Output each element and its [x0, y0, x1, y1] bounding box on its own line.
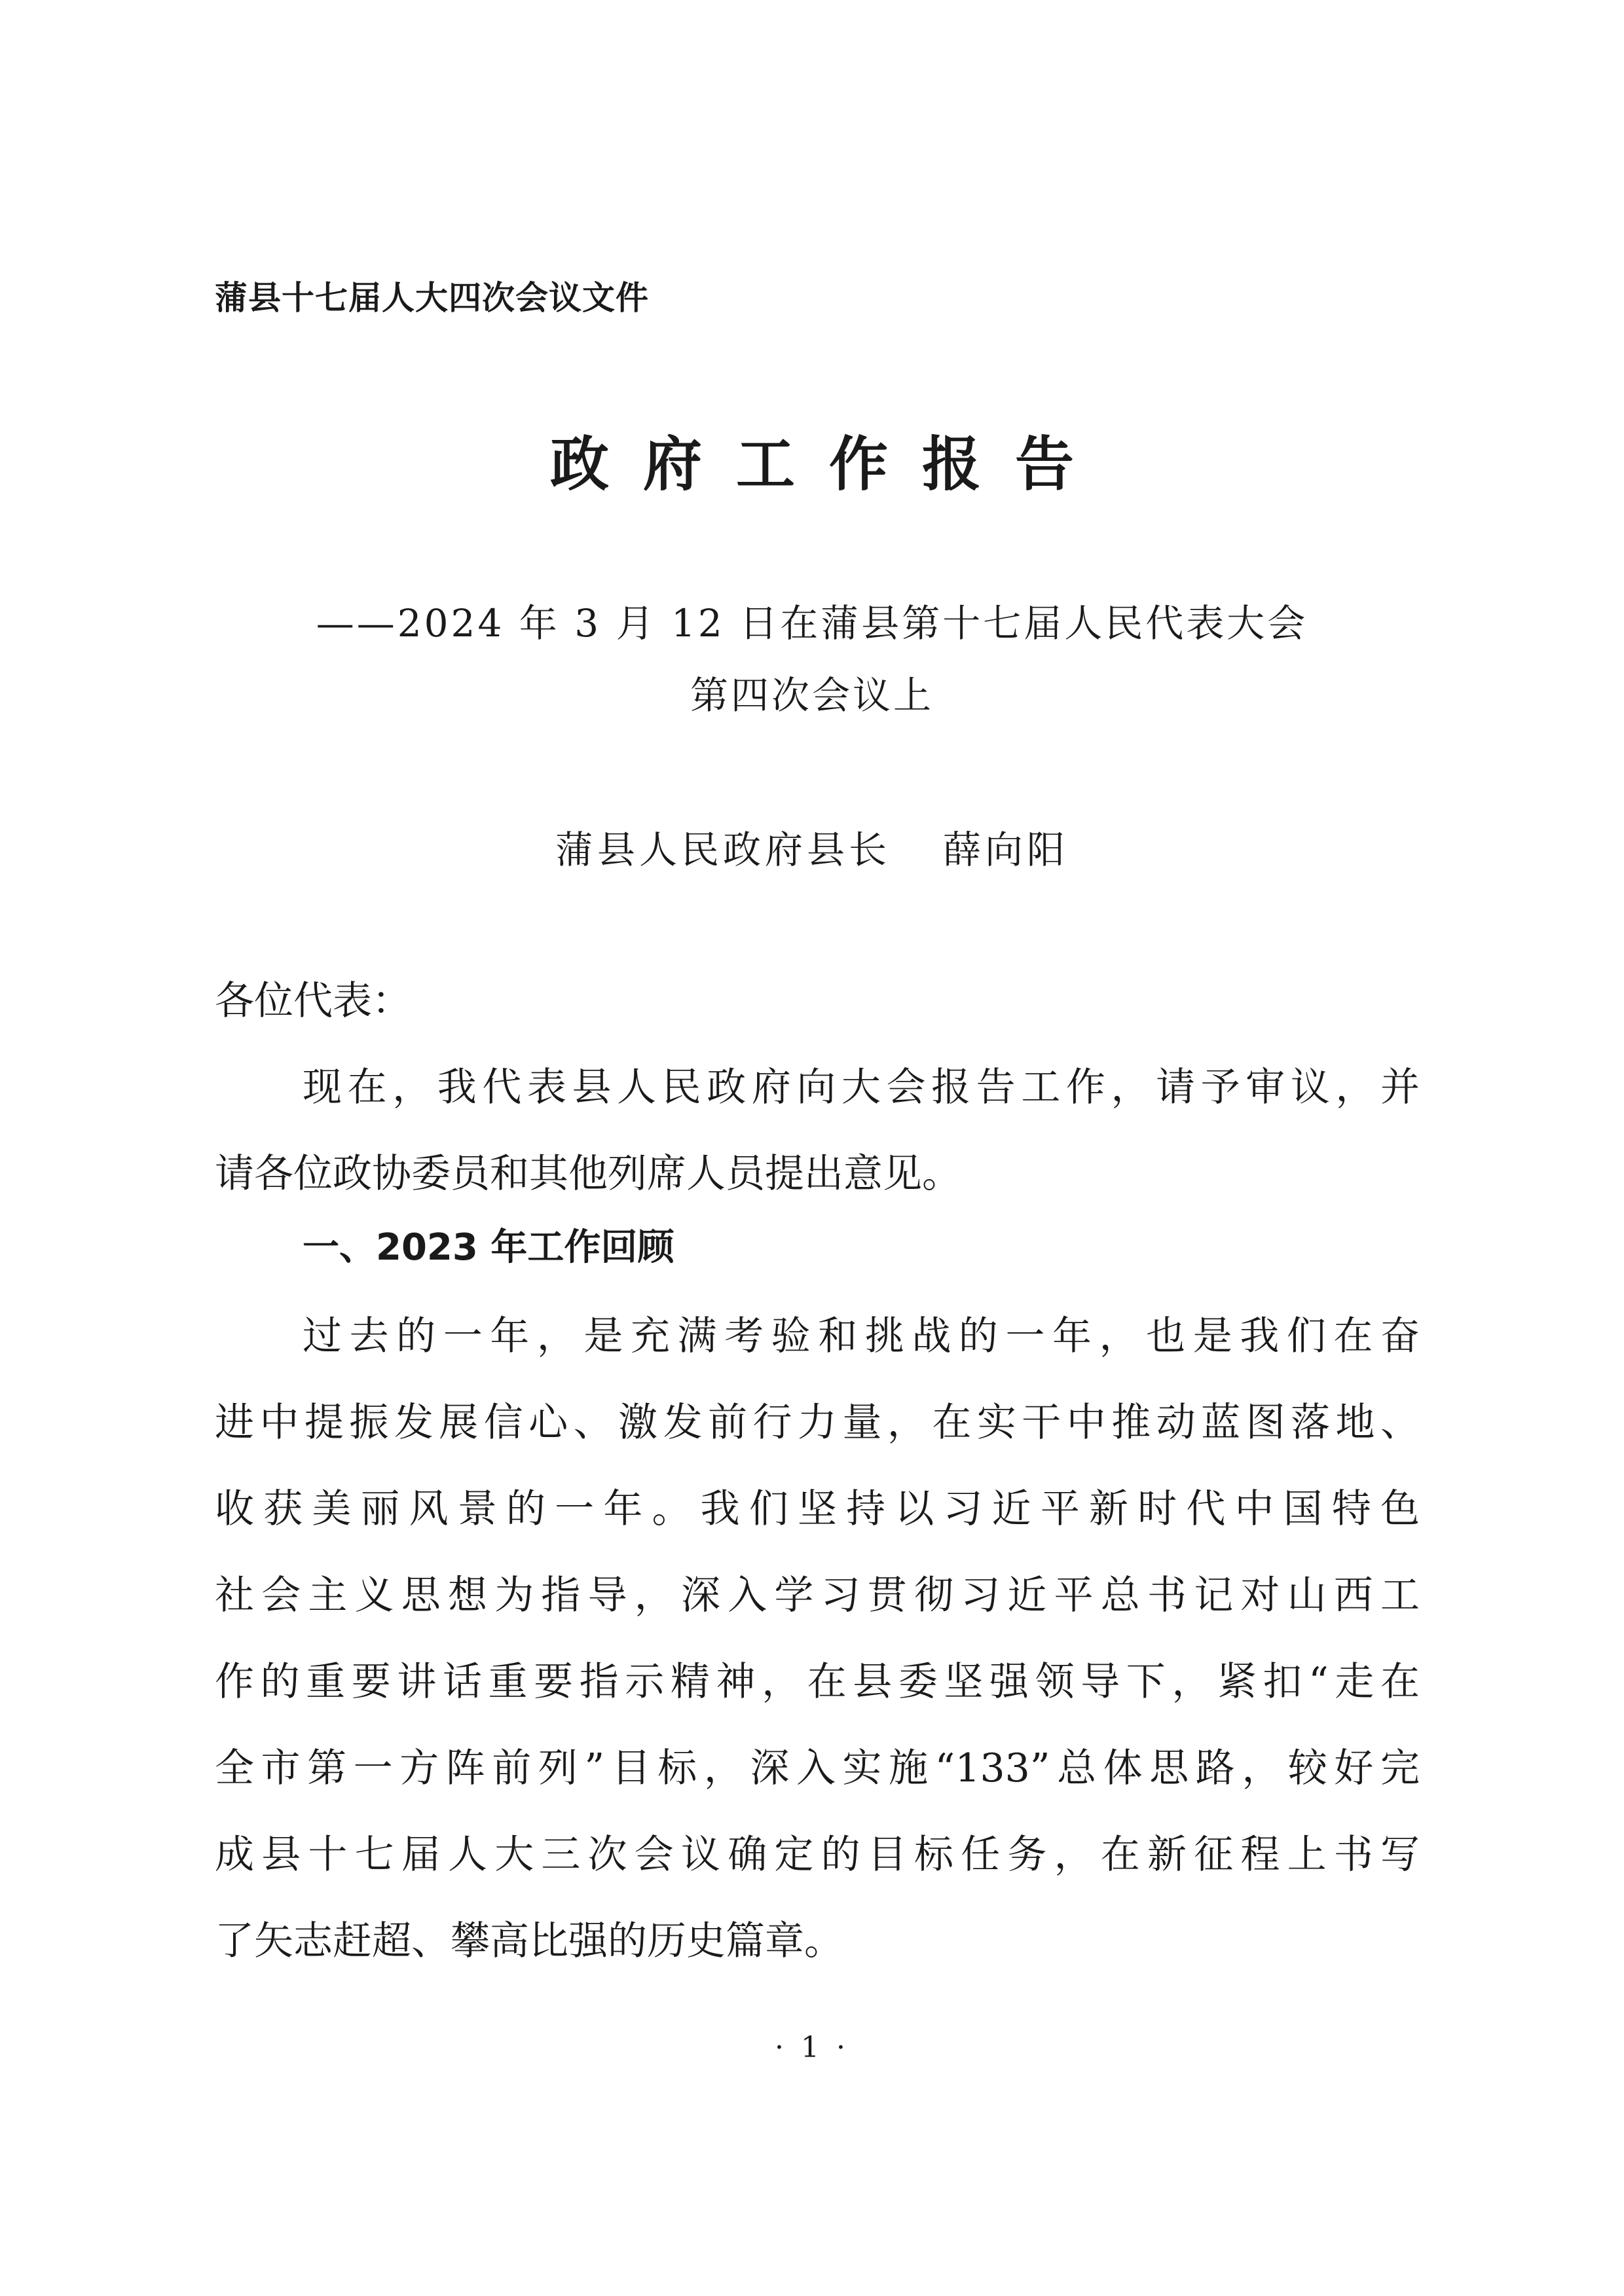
page-number: · 1 · [775, 2031, 849, 2064]
author-name: 薛向阳 [943, 828, 1069, 872]
paragraph-line-2: 进中提振发展信心、激发前行力量，在实干中推动蓝图落地、 [215, 1400, 1420, 1446]
subtitle-line-1: ——2024 年 3 月 12 日在蒲县第十七届人民代表大会 [316, 601, 1308, 646]
author-line [0, 824, 1624, 876]
salutation: 各位代表： [215, 978, 411, 1024]
section-heading: 一、2023 年工作回顾 [303, 1226, 674, 1269]
author-position: 蒲县人民政府县长 [555, 828, 891, 872]
paragraph-line-4: 社会主义思想为指导，深入学习贯彻习近平总书记对山西工 [215, 1573, 1420, 1618]
intro-line-1: 现在，我代表县人民政府向大会报告工作，请予审议，并 [303, 1065, 1420, 1110]
intro-line-2: 请各位政协委员和其他列席人员提出意见。 [215, 1151, 961, 1197]
subtitle-line-2: 第四次会议上 [690, 673, 934, 718]
document-title: 政府工作报告 [550, 430, 1108, 499]
document-label: 蒲县十七届人大四次会议文件 [215, 279, 649, 317]
paragraph-line-5: 作的重要讲话重要指示精神，在县委坚强领导下，紧扣“走在 [215, 1659, 1420, 1705]
paragraph-line-7: 成县十七届人大三次会议确定的目标任务，在新征程上书写 [215, 1832, 1420, 1878]
paragraph-line-3: 收获美丽风景的一年。我们坚持以习近平新时代中国特色 [215, 1486, 1420, 1532]
paragraph-line-8: 了矢志赶超、攀高比强的历史篇章。 [215, 1918, 843, 1964]
paragraph-line-6: 全市第一方阵前列”目标，深入实施“133”总体思路，较好完 [215, 1745, 1420, 1791]
paragraph-line-1: 过去的一年，是充满考验和挑战的一年，也是我们在奋 [303, 1313, 1420, 1359]
